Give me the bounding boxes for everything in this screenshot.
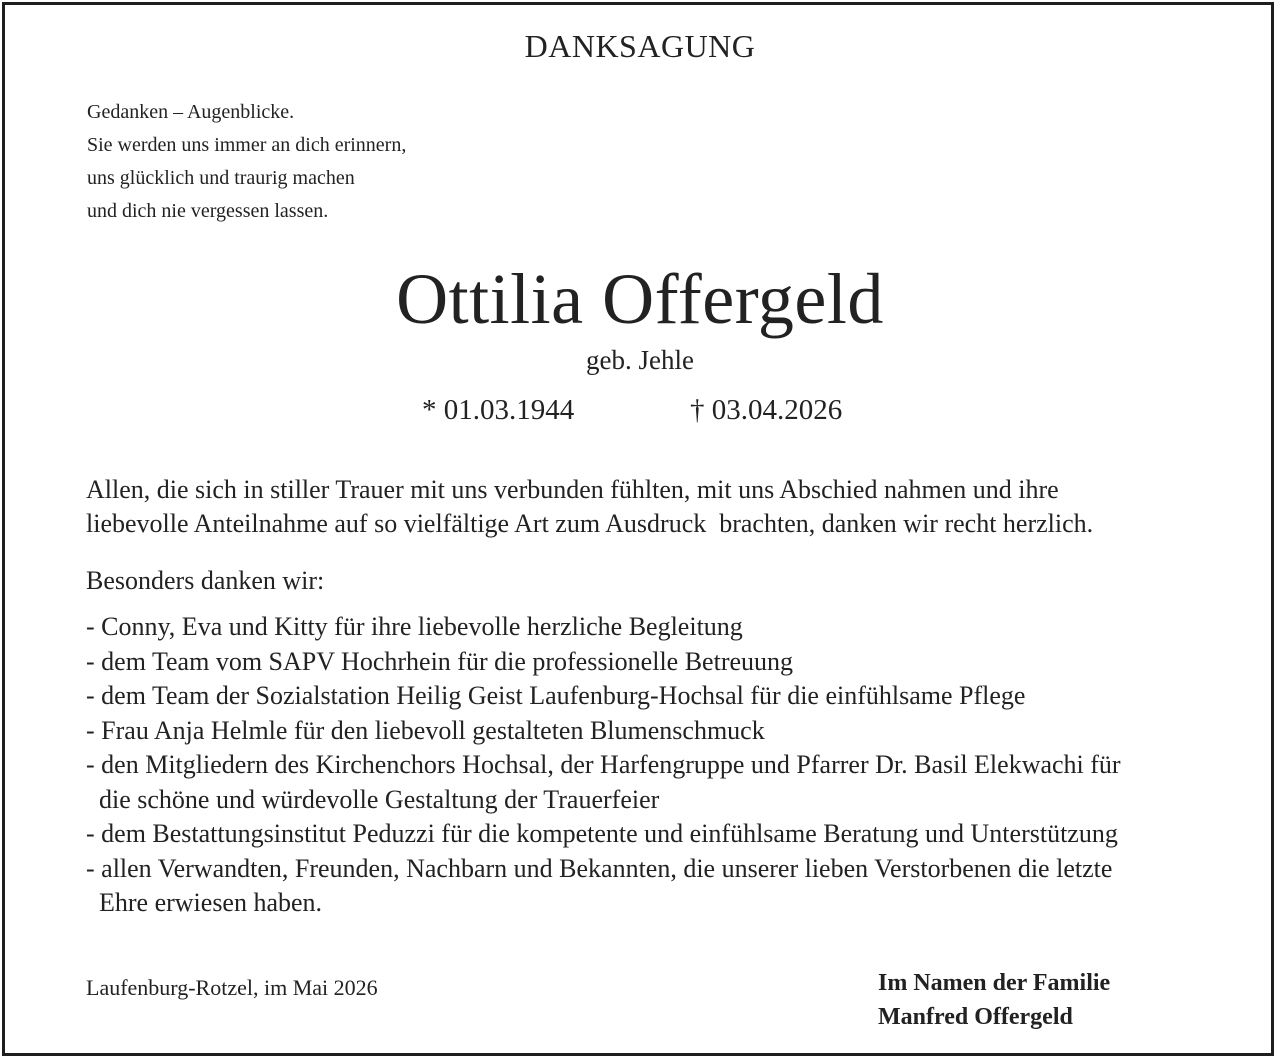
special-thanks-heading: Besonders danken wir: [86,566,325,595]
maiden-name: geb. Jehle [586,345,694,375]
signature-line: Im Namen der Familie [878,970,1111,996]
poem-line: uns glücklich und traurig machen [87,167,355,189]
place-and-date: Laufenburg-Rotzel, im Mai 2026 [86,975,378,1000]
thanks-item: - Conny, Eva und Kitty für ihre liebevolle herzliche Begleitung [86,612,743,641]
notice-heading: DANKSAGUNG [524,28,756,64]
thanks-item: - dem Team vom SAPV Hochrhein für die professionelle Betreuung [86,646,794,676]
family-signature [878,966,1110,1034]
signature-name: Manfred Offergeld [878,1004,1073,1030]
thanks-item-continuation: die schöne und würdevolle Gestaltung der Trauerfeier [99,784,660,814]
thanks-item: - dem Bestattungsinstitut Peduzzi für die kompetente und einfühlsame Beratung und Unterstützung [86,819,1118,848]
message-line: Allen, die sich in stiller Trauer mit uns verbunden fühlten, mit uns Abschied nahmen und ihre [86,475,1059,504]
deceased-name: Ottilia Offergeld [396,259,884,339]
thanks-item: - allen Verwandten, Freunden, Nachbarn und Bekannten, die unserer lieben Verstorbenen die letzte [86,853,1113,883]
thanks-item: - Frau Anja Helmle für den liebevoll gestalteten Blumenschmuck [86,715,765,745]
special-thanks-list [86,610,1121,921]
thanks-item: - den Mitgliedern des Kirchenchors Hochsal, der Harfengruppe und Pfarrer Dr. Basil Elekwachi für [86,750,1121,779]
poem [87,96,406,228]
poem-line: Gedanken – Augenblicke. [87,101,295,123]
poem-line: und dich nie vergessen lassen. [87,200,329,222]
thanks-item-continuation: Ehre erwiesen haben. [99,888,323,917]
poem-line: Sie werden uns immer an dich erinnern, [87,134,407,156]
thanks-item: - dem Team der Sozialstation Heilig Geist Laufenburg-Hochsal für die einfühlsame Pflege [86,681,1026,710]
message-line: liebevolle Anteilnahme auf so vielfältige Art zum Ausdruck brachten, danken wir recht herzlich. [86,509,1094,538]
death-date: † 03.04.2026 [690,394,843,426]
thank-you-message [86,473,1093,541]
birth-date: * 01.03.1944 [422,394,575,426]
